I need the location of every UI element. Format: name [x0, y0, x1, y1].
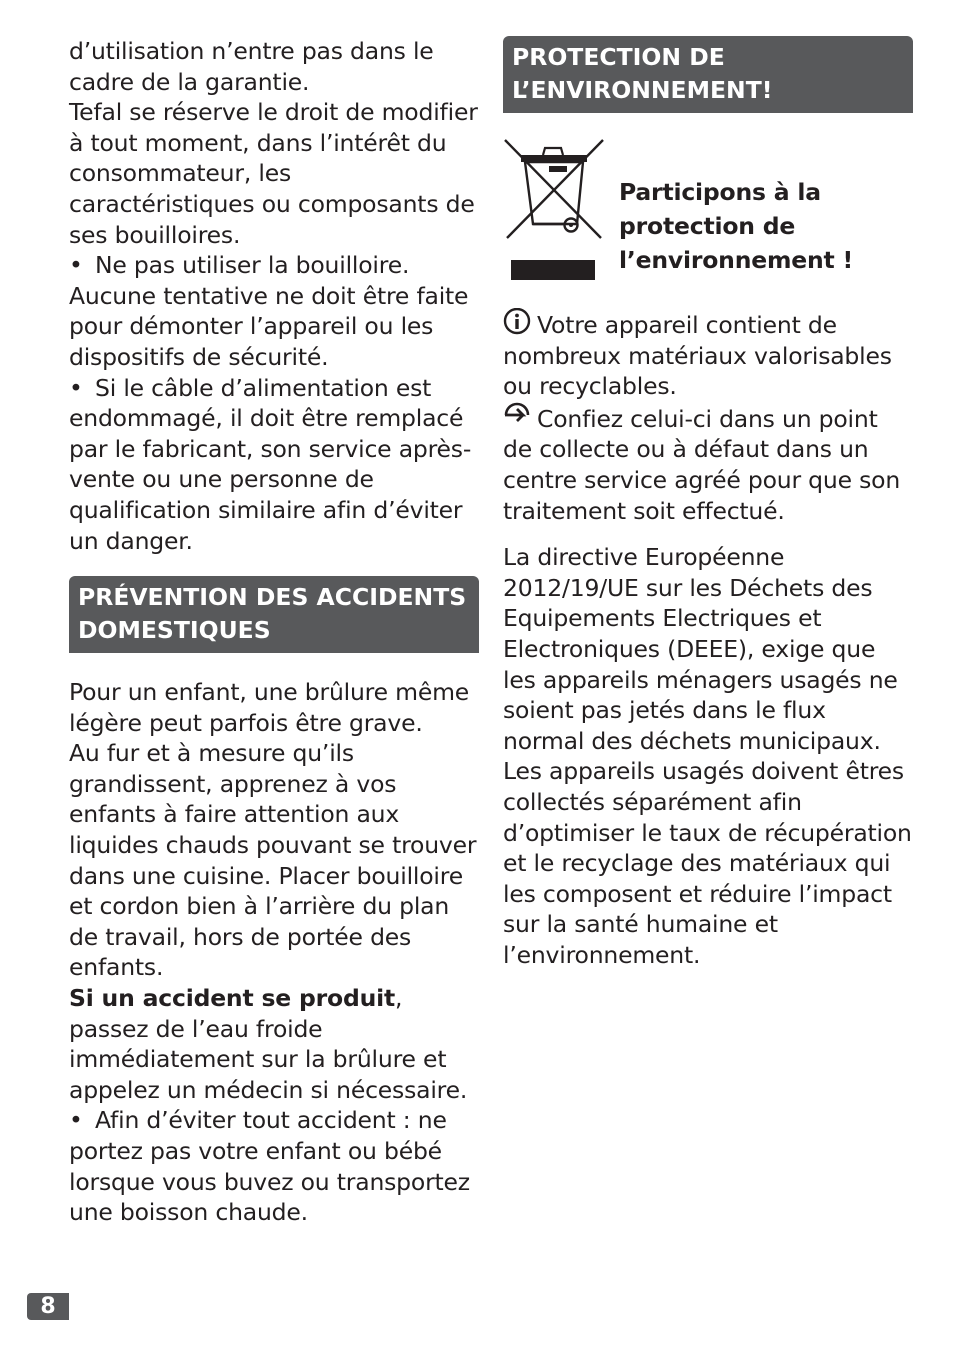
bullet-text: Si le câble d’alimentation est endommagé, il doit être remplacé par le fabricant, son service après-vente ou une personne de qualification similaire afin d’éviter un danger. — [69, 373, 472, 555]
bullet-item — [69, 373, 479, 557]
bullet-marker: • — [69, 373, 83, 402]
bullet-item — [69, 250, 479, 281]
directive-paragraph: La directive Européenne 2012/19/UE sur les Déchets des Equipements Electriques et Electroniques (DEEE), exige que les appareils ménagers usagés ne soient pas jetés dans le flux normal des déchets municipaux. Les appareils usagés doivent êtres collectés séparément afin d’optimiser le taux de récupération et le recyclage des matériaux qui les composent et réduire l’impact sur la santé humaine et l’environnement. — [503, 543, 912, 969]
collection-paragraph — [503, 402, 913, 526]
arrow-right-icon — [503, 402, 533, 430]
eco-block — [503, 138, 913, 308]
info-icon — [503, 308, 533, 336]
modification-paragraph: Tefal se réserve le droit de modifier à tout moment, dans l’intérêt du consommateur, les caractéristiques ou composants de ses bouilloires. — [69, 98, 478, 249]
bullet-text: Afin d’éviter tout accident : ne portez pas votre enfant ou bébé lorsque vous buvez ou transportez une boisson chaude. — [69, 1106, 470, 1227]
warranty-paragraph: d’utilisation n’entre pas dans le cadre de la garantie. — [69, 37, 434, 96]
burn-paragraph: Pour un enfant, une brûlure même légère peut parfois être grave. — [69, 678, 470, 737]
bullet-text: Ne pas utiliser la bouilloire. — [95, 251, 410, 280]
environment-section-heading: PROTECTION DE L’ENVIRONNEMENT! — [503, 36, 913, 113]
accident-paragraph — [69, 983, 479, 1105]
prevention-section-heading: PRÉVENTION DES ACCIDENTS DOMESTIQUES — [69, 576, 479, 653]
info-text: Votre appareil contient de nombreux matériaux valorisables ou recyclables. — [503, 311, 892, 401]
children-paragraph: Au fur et à mesure qu’ils grandissent, apprenez à vos enfants à faire attention aux liquides chauds pouvant se trouver dans une cuisine. Placer bouilloire et cordon bien à l’arrière du plan de travail, hors de portée des enfants. — [69, 739, 477, 982]
dismantle-paragraph: Aucune tentative ne doit être faite pour démonter l’appareil ou les dispositifs de sécurité. — [69, 281, 469, 371]
info-paragraph — [503, 308, 913, 402]
arrow-text: Confiez celui-ci dans un point de collecte ou à défaut dans un centre service agréé pour que son traitement soit effectué. — [503, 404, 901, 525]
page-number: 8 — [27, 1293, 69, 1320]
eco-title: Participons à la protection de l’environnement ! — [619, 178, 854, 274]
accident-rest-text: , passez de l’eau froide immédiatement sur la brûlure et appelez un médecin si nécessaire. — [69, 984, 468, 1104]
right-column — [503, 36, 913, 970]
bullet-marker: • — [69, 251, 83, 280]
left-column — [69, 36, 479, 1228]
accident-bold-text: Si un accident se produit — [69, 984, 395, 1013]
bullet-item — [69, 1105, 479, 1227]
crossed-out-wheelie-bin-icon — [503, 138, 605, 284]
bullet-marker: • — [69, 1106, 83, 1135]
